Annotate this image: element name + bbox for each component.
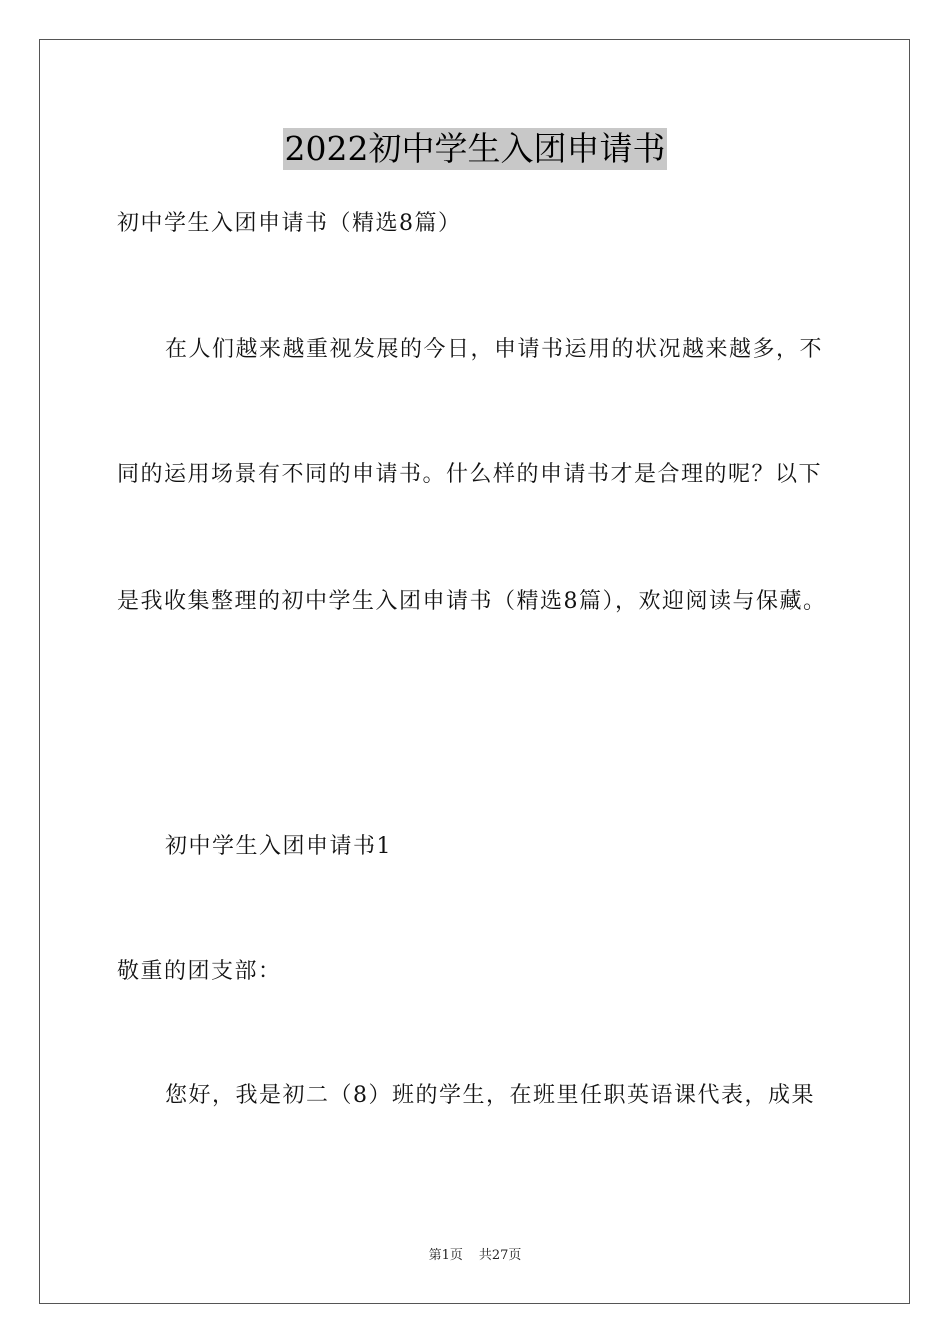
section-heading: 初中学生入团申请书1 [165,834,392,859]
body-line-1: 您好，我是初二（8）班的学生，在班里任职英语课代表，成果 [165,1083,815,1108]
title-container [0,128,950,170]
document-title: 2022初中学生入团申请书 [284,129,666,168]
page-number: 第1页 [428,1248,463,1263]
page-footer [0,1247,950,1265]
intro-line-2: 同的运用场景有不同的申请书。什么样的申请书才是合理的呢？以下 [117,462,823,487]
page-total: 共27页 [478,1248,522,1263]
intro-line-1: 在人们越来越重视发展的今日，申请书运用的状况越来越多，不 [165,337,824,362]
document-subtitle: 初中学生入团申请书（精选8篇） [117,211,462,236]
intro-line-3: 是我收集整理的初中学生入团申请书（精选8篇），欢迎阅读与保藏。 [117,589,827,614]
salutation: 敬重的团支部： [117,959,282,984]
